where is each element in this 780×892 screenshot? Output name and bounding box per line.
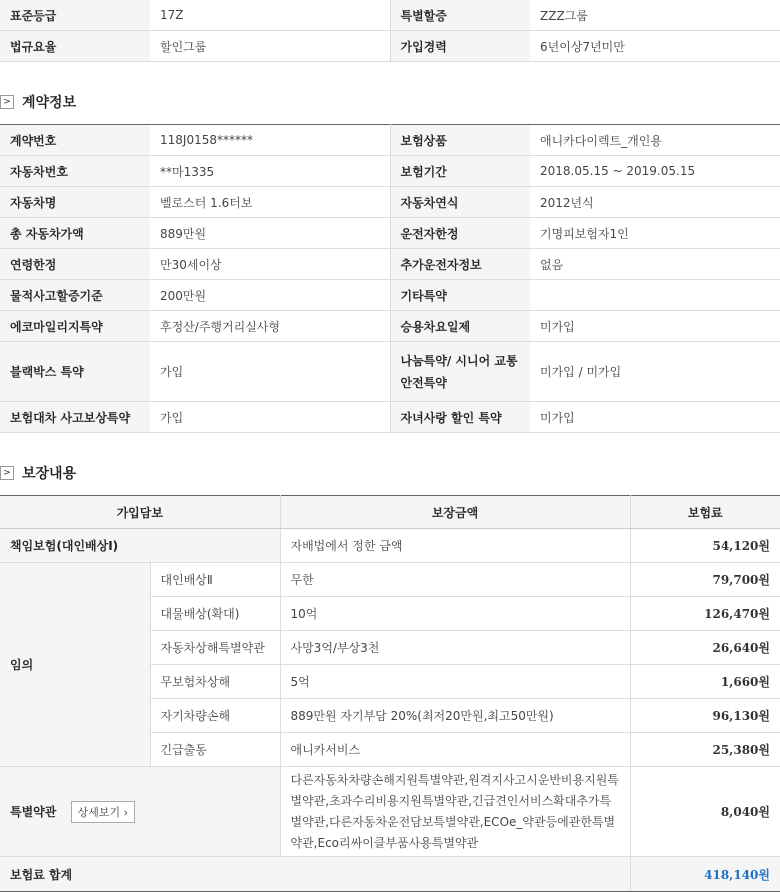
- info-label: 계약번호: [0, 125, 150, 156]
- coverage-amount: 5억: [280, 665, 630, 699]
- liability-amount: 자배법에서 정한 금액: [280, 529, 630, 563]
- chevron-right-icon: >: [0, 95, 14, 109]
- info-value: 없음: [530, 249, 780, 280]
- info-value: 가입: [150, 342, 390, 402]
- coverage-amount: 무한: [280, 563, 630, 597]
- liability-premium: 54,120원: [630, 529, 780, 563]
- coverage-amount: 애니카서비스: [280, 733, 630, 767]
- info-label: 총 자동차가액: [0, 218, 150, 249]
- view-details-button[interactable]: 상세보기 ›: [71, 801, 135, 823]
- info-label: 자녀사랑 할인 특약: [390, 402, 530, 433]
- special-terms-premium: 8,040원: [630, 767, 780, 857]
- info-row: [0, 125, 780, 156]
- info-label: 보험대차 사고보상특약: [0, 402, 150, 433]
- info-label: 블랙박스 특약: [0, 342, 150, 402]
- coverage-section-header: [0, 433, 780, 495]
- info-row: [0, 31, 780, 62]
- info-label: 표준등급: [0, 0, 150, 31]
- special-terms-cell: [0, 767, 280, 857]
- info-row: [0, 218, 780, 249]
- total-premium: 418,140원: [630, 857, 780, 892]
- info-value: 미가입 / 미가입: [530, 342, 780, 402]
- table-row: [0, 529, 780, 563]
- info-label: 연령한정: [0, 249, 150, 280]
- contract-section-header: [0, 62, 780, 124]
- info-value: 미가입: [530, 311, 780, 342]
- grade-table: [0, 0, 780, 62]
- coverage-table: [0, 495, 780, 892]
- table-row: [0, 767, 780, 857]
- info-value: 가입: [150, 402, 390, 433]
- info-label: 보험기간: [390, 156, 530, 187]
- info-value: 2012년식: [530, 187, 780, 218]
- coverage-premium: 79,700원: [630, 563, 780, 597]
- info-label: 에코마일리지특약: [0, 311, 150, 342]
- info-row: [0, 156, 780, 187]
- coverage-name: 긴급출동: [150, 733, 280, 767]
- section-title: 계약정보: [22, 95, 77, 111]
- optional-label: 임의: [0, 563, 150, 767]
- coverage-amount: 10억: [280, 597, 630, 631]
- total-row: [0, 857, 780, 892]
- info-value: 벨로스터 1.6터보: [150, 187, 390, 218]
- col-header-premium: 보험료: [630, 496, 780, 529]
- info-value: 만30세이상: [150, 249, 390, 280]
- info-row: [0, 342, 780, 402]
- coverage-amount: 889만원 자기부담 20%(최저20만원,최고50만원): [280, 699, 630, 733]
- coverage-premium: 25,380원: [630, 733, 780, 767]
- coverage-name: 대물배상(확대): [150, 597, 280, 631]
- info-value: ZZZ그룹: [530, 0, 780, 31]
- info-row: [0, 402, 780, 433]
- info-value: [530, 280, 780, 311]
- info-label: 나눔특약/ 시니어 교통안전특약: [390, 342, 530, 402]
- coverage-premium: 126,470원: [630, 597, 780, 631]
- col-header-amount: 보장금액: [280, 496, 630, 529]
- info-label: 가입경력: [390, 31, 530, 62]
- contract-table: [0, 124, 780, 433]
- coverage-premium: 1,660원: [630, 665, 780, 699]
- liability-label: 책임보험(대인배상Ⅰ): [0, 529, 280, 563]
- info-value: 후정산/주행거리실사형: [150, 311, 390, 342]
- table-row: [0, 563, 780, 597]
- info-value: 할인그룹: [150, 31, 390, 62]
- section-title: 보장내용: [22, 466, 77, 482]
- coverage-premium: 26,640원: [630, 631, 780, 665]
- info-value: 200만원: [150, 280, 390, 311]
- total-label: 보험료 합계: [0, 857, 630, 892]
- info-value: 미가입: [530, 402, 780, 433]
- coverage-name: 무보험차상해: [150, 665, 280, 699]
- info-row: [0, 187, 780, 218]
- info-row: [0, 249, 780, 280]
- coverage-name: 자기차량손해: [150, 699, 280, 733]
- info-label: 자동차연식: [390, 187, 530, 218]
- coverage-premium: 96,130원: [630, 699, 780, 733]
- col-header-coverage: 가입담보: [0, 496, 280, 529]
- info-label: 보험상품: [390, 125, 530, 156]
- info-label: 특별할증: [390, 0, 530, 31]
- special-terms-list: 다른자동차차량손해지원특별약관,원격지사고시운반비용지원특별약관,초과수리비용지원특별약관,긴급견인서비스확대추가특별약관,다른자동차운전담보특별약관,ECOe_약관등에관한특별약관,Eco리싸이클부품사용특별약관: [280, 767, 630, 857]
- coverage-name: 자동차상해특별약관: [150, 631, 280, 665]
- info-row: [0, 0, 780, 31]
- info-row: [0, 311, 780, 342]
- info-value: **마1335: [150, 156, 390, 187]
- info-value: 6년이상7년미만: [530, 31, 780, 62]
- info-value: 기명피보험자1인: [530, 218, 780, 249]
- info-value: 17Z: [150, 0, 390, 31]
- info-row: [0, 280, 780, 311]
- info-value: 889만원: [150, 218, 390, 249]
- chevron-right-icon: >: [0, 466, 14, 480]
- info-value: 2018.05.15 ~ 2019.05.15: [530, 156, 780, 187]
- info-label: 법규요율: [0, 31, 150, 62]
- info-value: 118J0158******: [150, 125, 390, 156]
- info-label: 자동차번호: [0, 156, 150, 187]
- info-label: 운전자한정: [390, 218, 530, 249]
- info-value: 애니카다이렉트_개인용: [530, 125, 780, 156]
- coverage-name: 대인배상Ⅱ: [150, 563, 280, 597]
- coverage-amount: 사망3억/부상3천: [280, 631, 630, 665]
- info-label: 자동차명: [0, 187, 150, 218]
- special-terms-label: 특별약관: [10, 804, 57, 819]
- info-label: 물적사고할증기준: [0, 280, 150, 311]
- info-label: 승용차요일제: [390, 311, 530, 342]
- info-label: 기타특약: [390, 280, 530, 311]
- info-label: 추가운전자정보: [390, 249, 530, 280]
